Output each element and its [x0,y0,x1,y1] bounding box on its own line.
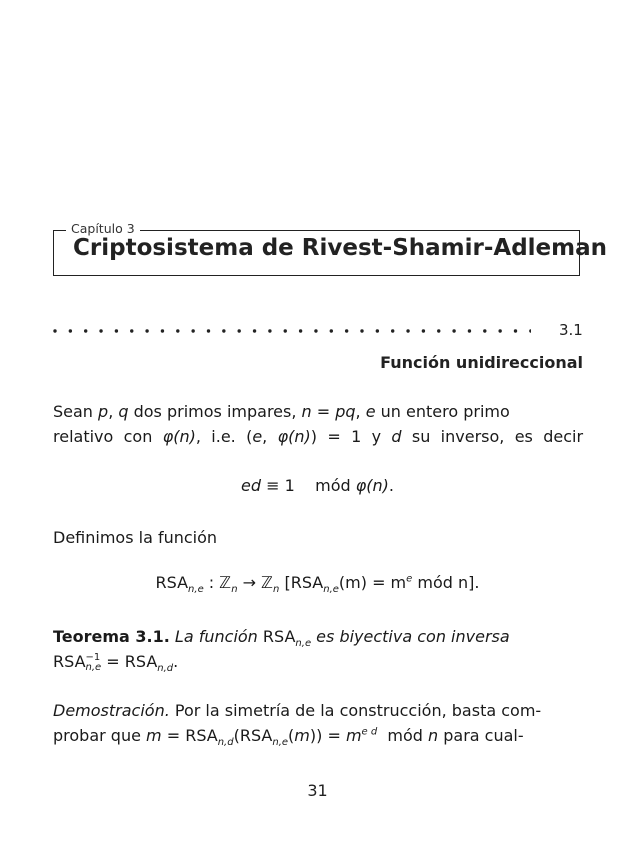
rule-dot [437,329,440,332]
var-q: q [118,402,129,421]
text: , i.e. ( [195,427,253,446]
text: = RSA [161,726,218,745]
rule-dot [529,329,531,332]
section-number: 3.1 [559,321,583,339]
var-m: m [294,726,310,745]
chapter-title: Criptosistema de Rivest-Shamir-Adleman [73,235,608,261]
sup-sub-stack [86,653,102,673]
phi-n: φ(n) [162,427,196,446]
text: . [388,476,394,495]
rule-dot [84,329,87,332]
text: ( [288,726,295,745]
section-title: Función unidireccional [380,353,583,372]
rule-dot [176,329,179,332]
intro-line-1 [53,399,583,424]
rule-dot [391,329,394,332]
rsa: RSA [53,652,86,671]
rule-dot [191,329,194,332]
text: , [262,427,278,446]
text: = RSA [101,652,158,671]
rule-dot [360,329,363,332]
rule-dot [69,329,72,332]
eq-n-pq: n = pq [301,402,356,421]
theorem [53,624,583,674]
text: Sean [53,402,99,421]
text: , [108,402,119,421]
rule-dot [299,329,302,332]
rule-dot [284,329,287,332]
rule-dot [268,329,271,332]
rule-dot [376,329,379,332]
theorem-label: Teorema 3.1. [53,627,170,646]
rsa: RSA [262,627,296,646]
text: )) = [309,726,346,745]
phi-n: φ(n) [277,427,311,446]
var-m: m [146,726,162,745]
rsa: RSA [155,573,189,592]
proof [53,698,583,748]
sub: n,d [157,663,174,675]
congruence-display [0,476,635,495]
rule-dot [422,329,425,332]
rule-dot [483,329,486,332]
sub: n,e [323,584,339,596]
theorem-line-1 [53,624,583,649]
function-definition [0,573,635,596]
rule-dot [345,329,348,332]
text: dos primos impares, [128,402,302,421]
text: es biyectiva con inversa [311,627,510,646]
sub: n,e [295,638,312,650]
proof-label: Demostración. [53,701,170,720]
text: un entero primo [375,402,510,421]
text: (RSA [233,726,273,745]
sup: e [406,573,413,585]
sub: n,e [188,584,204,596]
rule-dot [145,329,148,332]
text: : ℤ [203,573,232,592]
sub: n [273,584,280,596]
var-m: m [345,726,362,745]
rule-dot [468,329,471,332]
text: (m) = m [338,573,407,592]
rule-dot [130,329,133,332]
var-p: p [98,402,109,421]
var-e: e [252,427,263,446]
rule-dot [314,329,317,332]
intro-paragraph [53,399,583,449]
rule-dot [498,329,501,332]
text: ≡ 1 mód [261,476,356,495]
proof-line-1 [53,698,583,723]
rule-dot [514,329,517,332]
section-dot-rule [53,323,531,337]
page-number: 31 [307,781,328,800]
rule-dot [53,329,56,332]
var-n: n [428,726,439,745]
text: mód n]. [412,573,480,592]
text: → ℤ [237,573,274,592]
sup: −1 [85,651,101,663]
rule-dot [406,329,409,332]
var-e: e [365,402,376,421]
sup: e d [361,726,378,738]
sub: n [231,584,238,596]
text: . [173,652,179,671]
var-d: d [391,427,402,446]
ed: ed [241,476,261,495]
rule-dot [452,329,455,332]
text: su inverso, es decir [401,427,584,446]
proof-line-2 [53,723,583,748]
text: , [355,402,366,421]
text: para cual- [438,726,524,745]
rule-dot [207,329,210,332]
rule-dot [253,329,256,332]
sub: n,e [85,661,102,673]
rule-dot [222,329,225,332]
intro-line-2 [53,424,583,449]
rule-dot [99,329,102,332]
rule-dot [330,329,333,332]
text: La función [169,627,263,646]
text: Por la simetría de la construcción, basta com- [169,701,542,720]
text: probar que [53,726,147,745]
text: [RSA [279,573,324,592]
phi-n: φ(n) [355,476,389,495]
rule-dot [115,329,118,332]
text: ) = 1 y [310,427,392,446]
define-line: Definimos la función [53,528,218,547]
text: mód [377,726,429,745]
theorem-line-2 [53,649,583,674]
text: relativo con [53,427,163,446]
rule-dot [161,329,164,332]
rule-dot [238,329,241,332]
chapter-label: Capítulo 3 [66,221,140,236]
sub: n,d [217,737,234,749]
sub: n,e [272,737,289,749]
